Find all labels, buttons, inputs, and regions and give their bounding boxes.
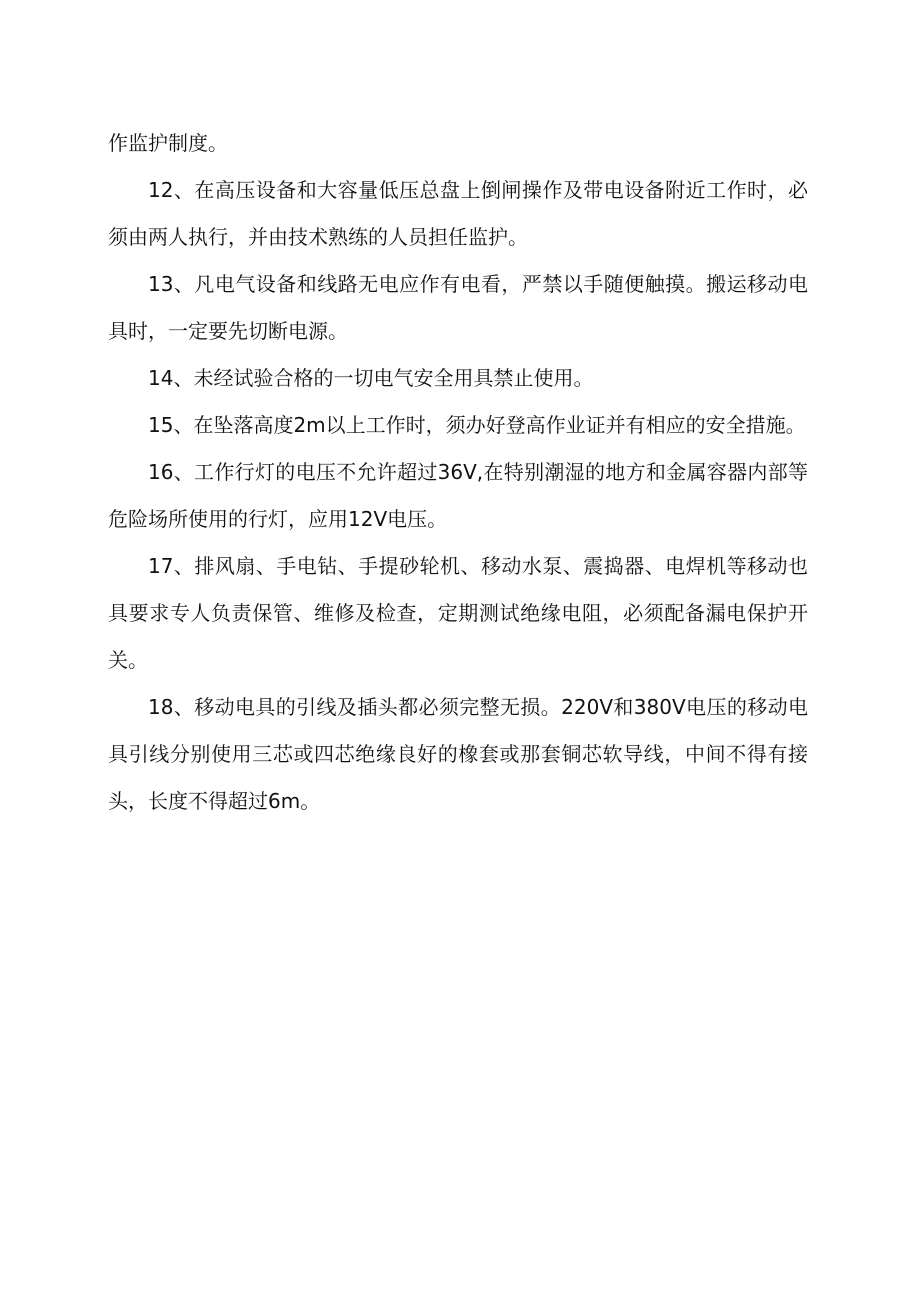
paragraph-rule-14: 14、未经试验合格的一切电气安全用具禁止使用。 [148, 366, 594, 390]
paragraph-continuation: 作监护制度。 [108, 131, 228, 155]
paragraph-rule-15: 15、在坠落高度2m以上工作时，须办好登高作业证并有相应的安全措施。 [148, 413, 806, 437]
paragraph-rule-18: 18、移动电具的引线及插头都必须完整无损。220V和380V电压的移动电具引线分别使用三芯或四芯绝缘良好的橡套或那套铜芯软导线，中间不得有接头，长度不得超过6m。 [108, 695, 808, 813]
paragraph-rule-16: 16、工作行灯的电压不允许超过36V,在特别潮湿的地方和金属容器内部等危险场所使用的行灯，应用12V电压。 [108, 460, 808, 531]
document-body [108, 120, 808, 825]
paragraph-rule-13: 13、凡电气设备和线路无电应作有电看，严禁以手随便触摸。搬运移动电具时，一定要先切断电源。 [108, 272, 808, 343]
paragraph-rule-17: 17、排风扇、手电钻、手提砂轮机、移动水泵、震捣器、电焊机等移动也具要求专人负责保管、维修及检查，定期测试绝缘电阻，必须配备漏电保护开关。 [108, 554, 808, 672]
paragraph-rule-12: 12、在高压设备和大容量低压总盘上倒闸操作及带电设备附近工作时，必须由两人执行，并由技术熟练的人员担任监护。 [108, 178, 808, 249]
